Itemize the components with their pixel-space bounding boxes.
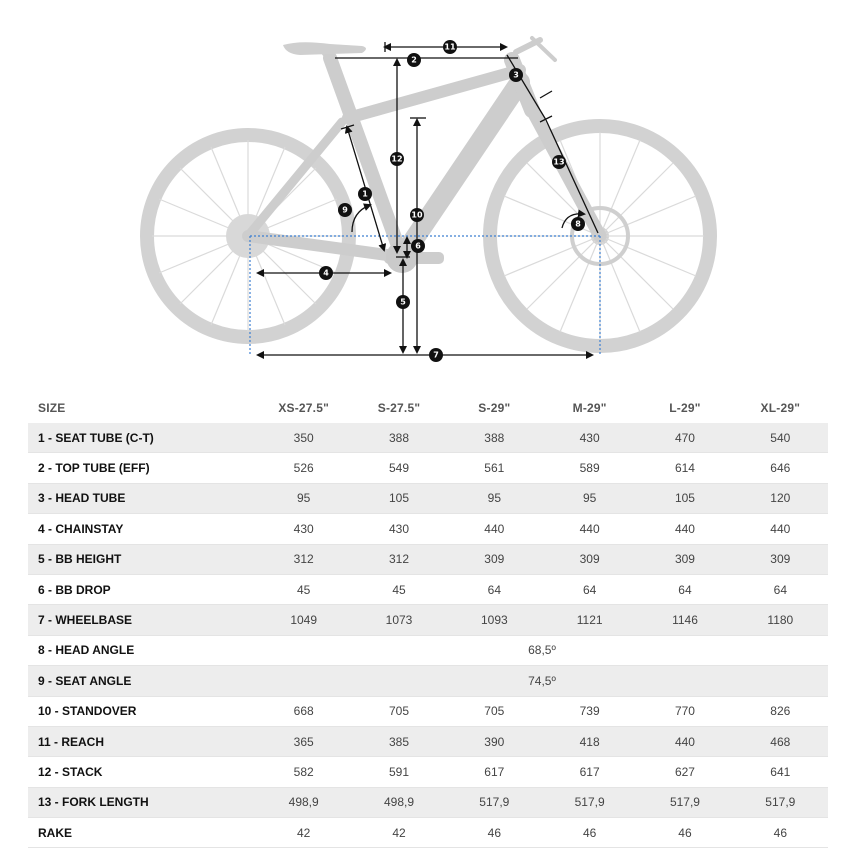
value-cell: 385	[351, 726, 446, 756]
value-cell: 42	[351, 818, 446, 848]
table-row	[28, 453, 828, 483]
marker-9	[338, 203, 352, 217]
value-cell: 365	[256, 726, 351, 756]
value-cell: 105	[351, 483, 446, 513]
row-label: 5 - BB HEIGHT	[28, 544, 256, 574]
svg-text:3: 3	[513, 70, 519, 80]
value-cell: 105	[637, 483, 732, 513]
value-cell: 591	[351, 757, 446, 787]
table-row	[28, 483, 828, 513]
value-cell: 440	[542, 514, 637, 544]
value-cell: 498,9	[256, 787, 351, 817]
svg-text:12: 12	[391, 154, 403, 164]
value-cell: 540	[733, 423, 828, 453]
svg-text:6: 6	[415, 241, 421, 251]
value-cell: 517,9	[447, 787, 542, 817]
value-cell: 617	[447, 757, 542, 787]
value-cell: 646	[733, 453, 828, 483]
value-cell: 312	[256, 544, 351, 574]
value-cell: 309	[542, 544, 637, 574]
value-cell: 388	[447, 423, 542, 453]
value-cell: 440	[637, 514, 732, 544]
marker-6	[411, 239, 425, 253]
marker-12	[390, 152, 404, 166]
value-cell: 526	[256, 453, 351, 483]
svg-text:8: 8	[575, 219, 581, 229]
svg-text:10: 10	[411, 210, 423, 220]
value-cell: 312	[351, 544, 446, 574]
value-cell: 1121	[542, 605, 637, 635]
geometry-table	[28, 393, 828, 848]
value-cell: 589	[542, 453, 637, 483]
value-cell: 705	[351, 696, 446, 726]
value-cell: 46	[447, 818, 542, 848]
row-label: 9 - SEAT ANGLE	[28, 666, 256, 696]
size-column-header: M-29"	[572, 401, 607, 415]
value-cell: 440	[733, 514, 828, 544]
value-cell: 668	[256, 696, 351, 726]
size-column-header: XL-29"	[760, 401, 801, 415]
row-label: 10 - STANDOVER	[28, 696, 256, 726]
value-cell: 739	[542, 696, 637, 726]
marker-13	[552, 155, 566, 169]
value-cell: 388	[351, 423, 446, 453]
value-cell: 64	[733, 574, 828, 604]
table-row	[28, 574, 828, 604]
svg-text:4: 4	[323, 268, 329, 278]
value-cell: 46	[733, 818, 828, 848]
value-cell: 1093	[447, 605, 542, 635]
marker-10	[410, 208, 424, 222]
value-cell: 614	[637, 453, 732, 483]
value-cell: 470	[637, 423, 732, 453]
row-label: 2 - TOP TUBE (EFF)	[28, 453, 256, 483]
value-cell: 430	[256, 514, 351, 544]
bike-geometry-diagram	[0, 0, 857, 380]
value-cell: 430	[351, 514, 446, 544]
down-tube	[402, 82, 520, 257]
value-cell: 95	[542, 483, 637, 513]
table-row	[28, 635, 828, 665]
svg-text:11: 11	[444, 42, 456, 52]
value-cell: 617	[542, 757, 637, 787]
marker-11	[443, 40, 457, 54]
svg-text:13: 13	[553, 157, 565, 167]
table-row	[28, 757, 828, 787]
table-row	[28, 514, 828, 544]
value-cell: 64	[447, 574, 542, 604]
size-column-header: XS-27.5"	[278, 401, 329, 415]
value-cell: 120	[733, 483, 828, 513]
value-cell: 517,9	[637, 787, 732, 817]
bike-silhouette	[147, 38, 710, 346]
value-cell: 309	[733, 544, 828, 574]
size-column-header: S-29"	[478, 401, 511, 415]
value-cell: 826	[733, 696, 828, 726]
value-cell: 390	[447, 726, 542, 756]
table-row	[28, 818, 828, 848]
value-cell: 45	[256, 574, 351, 604]
saddle	[283, 42, 366, 55]
svg-text:1: 1	[362, 189, 368, 199]
value-cell: 1049	[256, 605, 351, 635]
value-cell: 64	[542, 574, 637, 604]
svg-text:9: 9	[342, 205, 348, 215]
row-label: 12 - STACK	[28, 757, 256, 787]
value-cell: 64	[637, 574, 732, 604]
value-cell: 350	[256, 423, 351, 453]
table-row	[28, 726, 828, 756]
table-header-row	[28, 393, 828, 423]
row-label: RAKE	[28, 818, 256, 848]
table-row	[28, 787, 828, 817]
svg-text:7: 7	[433, 350, 439, 360]
row-label: 4 - CHAINSTAY	[28, 514, 256, 544]
row-label: 3 - HEAD TUBE	[28, 483, 256, 513]
svg-text:5: 5	[400, 297, 406, 307]
value-cell: 309	[447, 544, 542, 574]
value-cell: 561	[447, 453, 542, 483]
shared-value-cell: 68,5º	[256, 635, 828, 665]
row-label: 6 - BB DROP	[28, 574, 256, 604]
marker-8	[571, 217, 585, 231]
size-column-header: L-29"	[669, 401, 701, 415]
value-cell: 46	[542, 818, 637, 848]
value-cell: 1146	[637, 605, 732, 635]
marker-4	[319, 266, 333, 280]
row-label: 7 - WHEELBASE	[28, 605, 256, 635]
value-cell: 46	[637, 818, 732, 848]
value-cell: 627	[637, 757, 732, 787]
value-cell: 440	[637, 726, 732, 756]
marker-5	[396, 295, 410, 309]
row-label: 11 - REACH	[28, 726, 256, 756]
table-row	[28, 696, 828, 726]
value-cell: 418	[542, 726, 637, 756]
row-label: 13 - FORK LENGTH	[28, 787, 256, 817]
table-row	[28, 544, 828, 574]
table-body	[28, 423, 828, 848]
value-cell: 309	[637, 544, 732, 574]
value-cell: 95	[256, 483, 351, 513]
value-cell: 517,9	[733, 787, 828, 817]
value-cell: 1073	[351, 605, 446, 635]
value-cell: 498,9	[351, 787, 446, 817]
chain-stay	[248, 236, 402, 257]
marker-3	[509, 68, 523, 82]
row-label: 8 - HEAD ANGLE	[28, 635, 256, 665]
value-cell: 582	[256, 757, 351, 787]
value-cell: 770	[637, 696, 732, 726]
marker-1	[358, 187, 372, 201]
value-cell: 468	[733, 726, 828, 756]
row-label: 1 - SEAT TUBE (C-T)	[28, 423, 256, 453]
table-row	[28, 605, 828, 635]
table-row	[28, 423, 828, 453]
marker-7	[429, 348, 443, 362]
value-cell: 641	[733, 757, 828, 787]
value-cell: 1180	[733, 605, 828, 635]
value-cell: 440	[447, 514, 542, 544]
marker-2	[407, 53, 421, 67]
size-column-header: S-27.5"	[377, 401, 421, 415]
svg-text:2: 2	[411, 55, 417, 65]
size-header: SIZE	[38, 401, 66, 415]
value-cell: 549	[351, 453, 446, 483]
table-row	[28, 666, 828, 696]
value-cell: 705	[447, 696, 542, 726]
value-cell: 42	[256, 818, 351, 848]
value-cell: 430	[542, 423, 637, 453]
value-cell: 45	[351, 574, 446, 604]
shared-value-cell: 74,5º	[256, 666, 828, 696]
handlebar	[532, 38, 555, 60]
value-cell: 95	[447, 483, 542, 513]
value-cell: 517,9	[542, 787, 637, 817]
